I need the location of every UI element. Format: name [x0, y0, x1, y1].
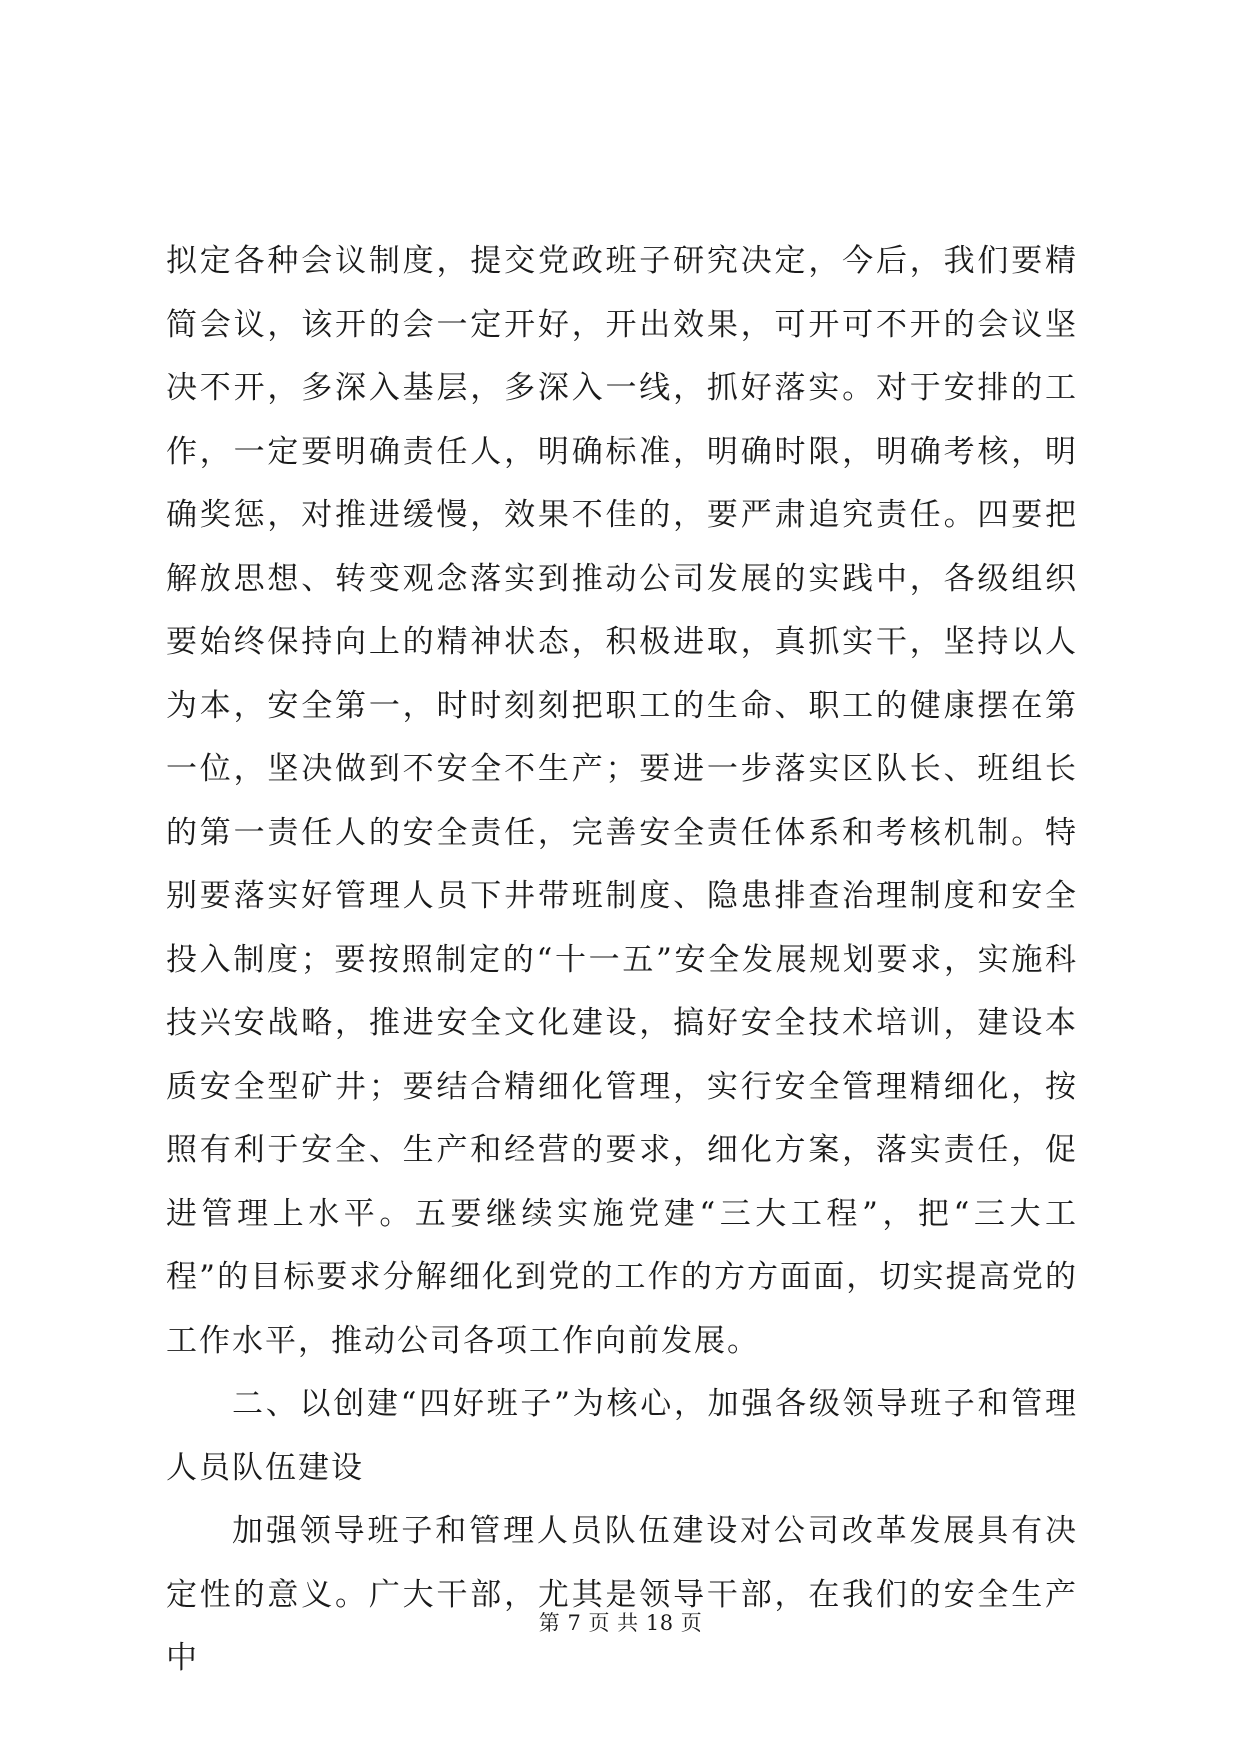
section-heading: 二、以创建“四好班子”为核心，加强各级领导班子和管理人员队伍建设 — [166, 1386, 1078, 1486]
paragraph-section-intro: 加强领导班子和管理人员队伍建设对公司改革发展具有决定性的意义。广大干部，尤其是领导干部，在我们的安全生产中 — [166, 1513, 1078, 1676]
document-body — [166, 230, 1078, 1691]
page-number-footer: 第 7 页 共 18 页 — [538, 1611, 703, 1635]
paragraph-continuation: 拟定各种会议制度，提交党政班子研究决定，今后，我们要精简会议，该开的会一定开好，开出效果，可开可不开的会议坚决不开，多深入基层，多深入一线，抓好落实。对于安排的工作，一定要明确责任人，明确标准，明确时限，明确考核，明确奖惩，对推进缓慢，效果不佳的，要严肃追究责任。四要把解放思想、转变观念落实到推动公司发展的实践中，各级组织要始终保持向上的精神状态，积极进取，真抓实干，坚持以人为本，安全第一，时时刻刻把职工的生命、职工的健康摆在第一位，坚决做到不安全不生产；要进一步落实区队长、班组长的第一责任人的安全责任，完善安全责任体系和考核机制。特别要落实好管理人员下井带班制度、隐患排查治理制度和安全投入制度；要按照制定的“十一五”安全发展规划要求，实施科技兴安战略，推进安全文化建设，搞好安全技术培训，建设本质安全型矿井；要结合精细化管理，实行安全管理精细化，按照有利于安全、生产和经营的要求，细化方案，落实责任，促进管理上水平。五要继续实施党建“三大工程”，把“三大工程”的目标要求分解细化到党的工作的方方面面，切实提高党的工作水平，推动公司各项工作向前发展。 — [166, 243, 1078, 1359]
